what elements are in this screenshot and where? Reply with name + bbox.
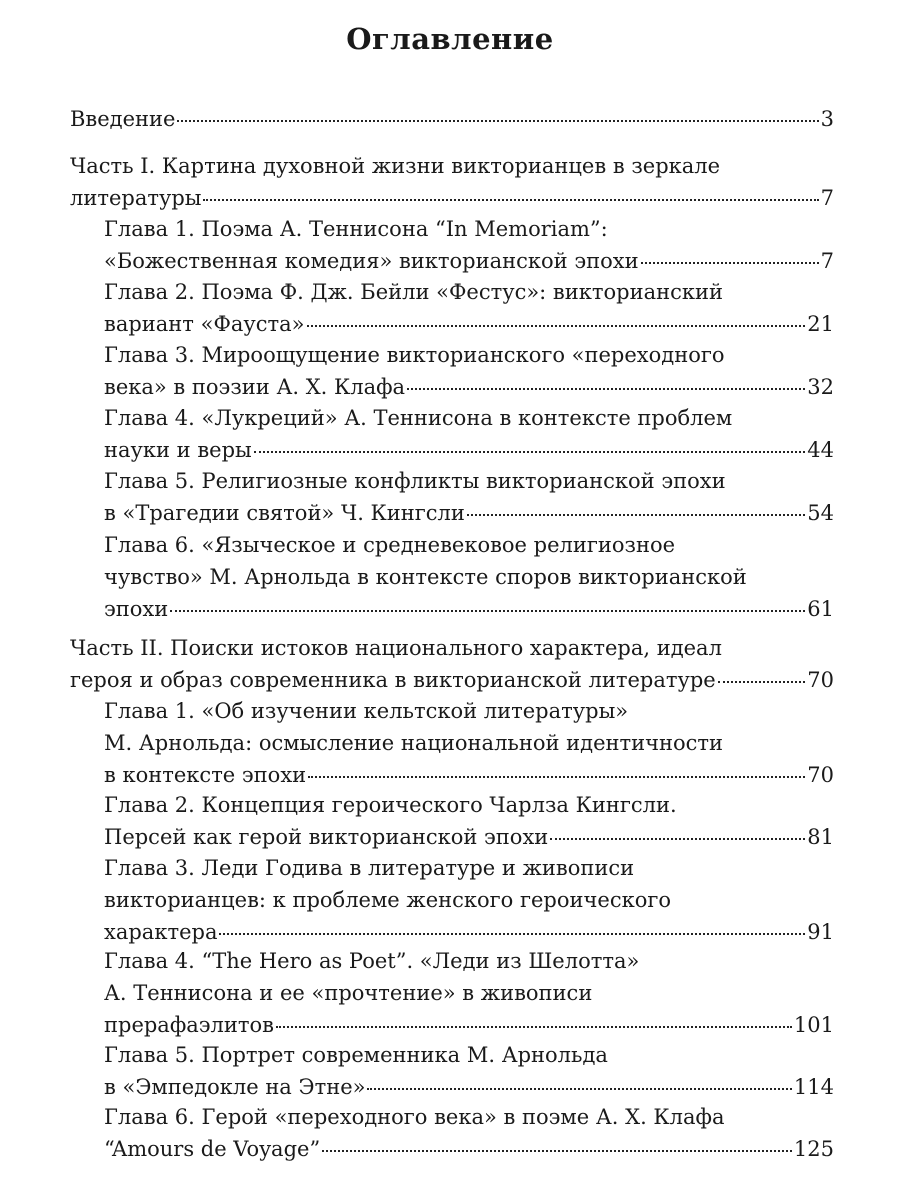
toc-entry-title: Глава 6. «Языческое и средневековое религиозное xyxy=(104,533,676,557)
toc-line xyxy=(104,1009,834,1041)
toc-entry-title: в контексте эпохи xyxy=(104,763,307,787)
toc-line xyxy=(104,497,834,529)
toc-entry-title: Глава 2. Поэма Ф. Дж. Бейли «Фестус»: викторианский xyxy=(104,280,723,304)
toc-line xyxy=(104,245,834,277)
toc-entry-title: науки и веры xyxy=(104,438,252,462)
page-number: 125 xyxy=(793,1137,834,1161)
leader-dots xyxy=(307,325,806,327)
page-title: Оглавление xyxy=(346,22,554,56)
page-number: 7 xyxy=(820,249,834,273)
toc-entry-title: эпохи xyxy=(104,597,169,621)
toc-entry-chapter[interactable] xyxy=(104,1101,834,1165)
toc-entry-title: А. Теннисона и ее «прочтение» в живописи xyxy=(104,981,593,1005)
page-number: 61 xyxy=(807,597,834,621)
toc-entry-title: “Amours de Voyage” xyxy=(104,1137,321,1161)
toc-entry-title: в «Трагедии святой» Ч. Кингсли xyxy=(104,501,465,525)
leader-dots xyxy=(219,933,805,935)
toc-entry-title: Глава 5. Религиозные конфликты викторианской эпохи xyxy=(104,469,726,493)
toc-entry-title: Введение xyxy=(70,107,176,131)
toc-line xyxy=(70,664,834,696)
toc-entry-part-1[interactable] xyxy=(70,150,834,214)
toc-entry-title: Часть II. Поиски истоков национального характера, идеал xyxy=(70,636,722,660)
toc-entry-title: «Божественная комедия» викторианской эпохи xyxy=(104,249,639,273)
toc-entry-title: М. Арнольда: осмысление национальной идентичности xyxy=(104,731,724,755)
toc-entry-chapter[interactable] xyxy=(104,945,834,1041)
page-number: 54 xyxy=(807,501,834,525)
leader-dots xyxy=(203,199,818,201)
toc-line xyxy=(104,759,834,791)
toc-entry-title: Часть I. Картина духовной жизни викторианцев в зеркале xyxy=(70,154,721,178)
toc-entry-title: Глава 1. «Об изучении кельтской литературы» xyxy=(104,699,629,723)
leader-dots xyxy=(718,681,806,683)
toc-entry-title: Глава 6. Герой «переходного века» в поэме А. Х. Клафа xyxy=(104,1105,725,1129)
page-number: 91 xyxy=(807,920,834,944)
toc-line xyxy=(70,182,834,214)
leader-dots xyxy=(467,514,805,516)
toc-line xyxy=(104,593,834,625)
toc-line xyxy=(104,916,834,948)
toc-entry-chapter[interactable] xyxy=(104,529,834,625)
toc-entry-part-2[interactable] xyxy=(70,632,834,696)
page-number: 114 xyxy=(793,1075,834,1099)
leader-dots xyxy=(550,838,805,840)
toc-entry-title: литературы xyxy=(70,186,202,210)
page-number: 70 xyxy=(807,763,834,787)
toc-entry-title: чувство» М. Арнольда в контексте споров викторианской xyxy=(104,565,747,589)
toc-line xyxy=(104,434,834,466)
leader-dots xyxy=(276,1026,792,1028)
page-number: 101 xyxy=(793,1013,834,1037)
toc-entry-chapter[interactable] xyxy=(104,465,834,529)
toc-entry-title: героя и образ современника в викторианской литературе xyxy=(70,668,716,692)
toc-entry-chapter[interactable] xyxy=(104,1039,834,1103)
toc-entry-chapter[interactable] xyxy=(104,695,834,791)
page-number: 70 xyxy=(807,668,834,692)
toc-entry-title: прерафаэлитов xyxy=(104,1013,274,1037)
toc-entry-title: Глава 3. Леди Годива в литературе и живописи xyxy=(104,856,635,880)
page-number: 3 xyxy=(820,107,834,131)
leader-dots xyxy=(367,1088,791,1090)
toc-entry-title: века» в поэзии А. Х. Клафа xyxy=(104,375,406,399)
toc-entry-title: вариант «Фауста» xyxy=(104,312,305,336)
leader-dots xyxy=(177,120,818,122)
toc-entry-title: Глава 3. Мироощущение викторианского «переходного xyxy=(104,343,725,367)
page-number: 21 xyxy=(807,312,834,336)
toc-entry-title: характера xyxy=(104,920,218,944)
page-number: 44 xyxy=(807,438,834,462)
toc-line xyxy=(104,1133,834,1165)
toc-entry-chapter[interactable] xyxy=(104,276,834,340)
toc-entry-title: Глава 2. Концепция героического Чарлза Кингсли. xyxy=(104,793,677,817)
toc-entry-chapter[interactable] xyxy=(104,213,834,277)
toc-entry-title: Персей как герой викторианской эпохи xyxy=(104,825,549,849)
toc-line xyxy=(104,308,834,340)
toc-entry-title: Глава 4. “The Hero as Poet”. «Леди из Шелотта» xyxy=(104,949,640,973)
toc-entry-title: викторианцев: к проблеме женского героического xyxy=(104,888,671,912)
page-number: 81 xyxy=(807,825,834,849)
toc-entry-intro[interactable] xyxy=(70,103,834,135)
toc-entry-chapter[interactable] xyxy=(104,339,834,403)
toc-entry-chapter[interactable] xyxy=(104,789,834,853)
leader-dots xyxy=(407,388,805,390)
leader-dots xyxy=(170,610,805,612)
leader-dots xyxy=(322,1150,792,1152)
toc-line xyxy=(104,371,834,403)
toc-entry-title: Глава 4. «Лукреций» А. Теннисона в контексте проблем xyxy=(104,406,733,430)
page-number: 7 xyxy=(820,186,834,210)
leader-dots xyxy=(308,776,805,778)
leader-dots xyxy=(254,451,806,453)
toc-entry-title: Глава 1. Поэма А. Теннисона “In Memoriam”: xyxy=(104,217,608,241)
toc-entry-chapter[interactable] xyxy=(104,402,834,466)
toc-line xyxy=(70,103,834,135)
page-number: 32 xyxy=(807,375,834,399)
toc-entry-title: в «Эмпедокле на Этне» xyxy=(104,1075,366,1099)
toc-entry-chapter[interactable] xyxy=(104,852,834,948)
toc-line xyxy=(104,1071,834,1103)
toc-line xyxy=(104,821,834,853)
leader-dots xyxy=(641,262,819,264)
toc-entry-title: Глава 5. Портрет современника М. Арнольда xyxy=(104,1043,608,1067)
